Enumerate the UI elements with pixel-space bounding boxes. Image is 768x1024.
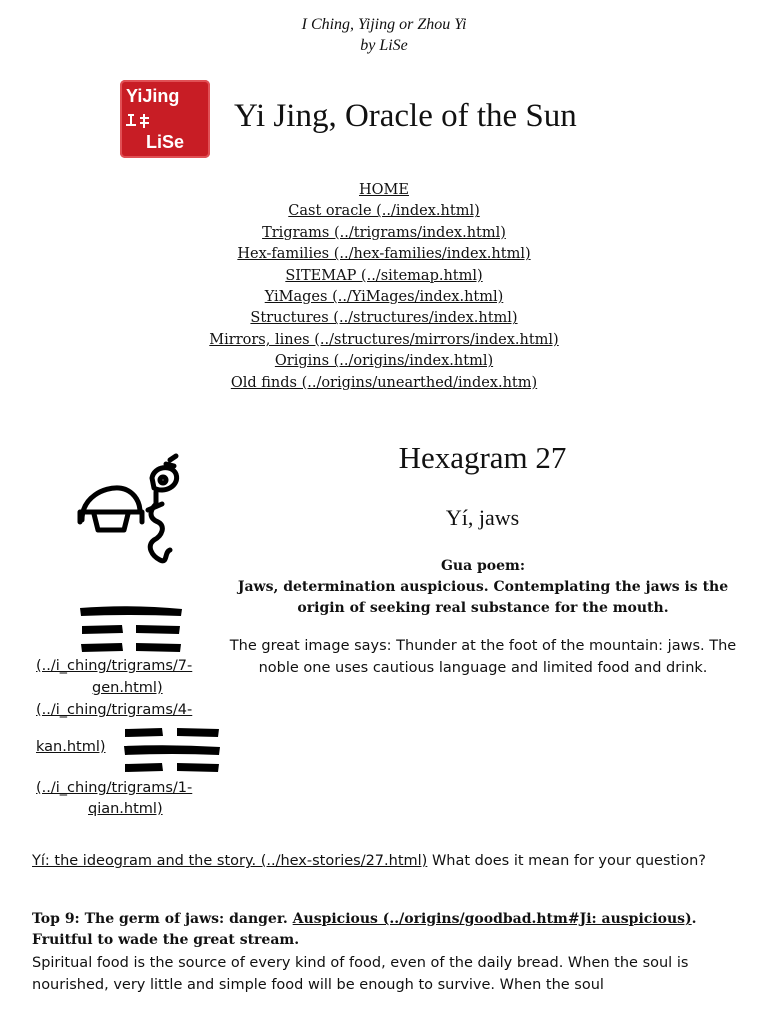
trigram-qian-link-1[interactable]: (../i_ching/trigrams/1- bbox=[36, 780, 193, 796]
logo-text-top: YiJing bbox=[126, 86, 180, 106]
yi-ideogram-icon bbox=[74, 452, 184, 577]
top9-line bbox=[32, 909, 742, 951]
nav-home[interactable]: HOME bbox=[359, 182, 409, 198]
nav-structures[interactable]: Structures (../structures/index.html) bbox=[250, 310, 518, 327]
nav-hex-families[interactable]: Hex-families (../hex-families/index.html) bbox=[237, 246, 531, 263]
trigram-gen-icon[interactable] bbox=[78, 604, 184, 656]
nav-mirrors-lines[interactable]: Mirrors, lines (../structures/mirrors/index.html) bbox=[209, 331, 559, 348]
page-header bbox=[0, 14, 768, 56]
trigram-gen-link-2[interactable]: gen.html) bbox=[92, 680, 163, 696]
top9-tail: . Fruitful to wade the great stream. bbox=[32, 911, 697, 948]
story-question-text: What does it mean for your question? bbox=[427, 853, 706, 869]
logo-chinese-glyph-icon bbox=[124, 112, 206, 130]
nav-sitemap[interactable]: SITEMAP (../sitemap.html) bbox=[285, 267, 483, 284]
nav-old-finds[interactable]: Old finds (../origins/unearthed/index.htm) bbox=[230, 374, 538, 391]
trigram-kan-link-2[interactable]: kan.html) bbox=[36, 739, 106, 755]
top9-comment: Spiritual food is the source of every kind of food, even of the daily bread. When the soul is nourished, very little and simple food will be enough to survive. When the soul bbox=[32, 955, 689, 993]
hex-story-link[interactable]: Yí: the ideogram and the story. (../hex-stories/27.html) bbox=[32, 853, 428, 869]
story-paragraph bbox=[32, 850, 742, 872]
auspicious-link[interactable]: Auspicious (../origins/goodbad.htm#Ji: auspicious) bbox=[292, 911, 692, 927]
trigram-qian-link-2[interactable]: qian.html) bbox=[88, 801, 163, 817]
header-line-2: by LiSe bbox=[360, 37, 408, 54]
logo-text-bottom: LiSe bbox=[146, 132, 185, 152]
gua-poem bbox=[226, 556, 740, 619]
gua-poem-label: Gua poem: bbox=[440, 558, 526, 574]
header-line-1: I Ching, Yijing or Zhou Yi bbox=[301, 16, 467, 33]
hexagram-subtitle: Yí, jaws bbox=[445, 505, 520, 530]
nav-yimages[interactable]: YiMages (../YiMages/index.html) bbox=[264, 289, 504, 306]
great-image-text: The great image says: Thunder at the foot of the mountain: jaws. The noble one uses cautious language and limited food and drink. bbox=[229, 638, 737, 676]
site-logo[interactable] bbox=[120, 80, 210, 158]
hexagram-title: Hexagram 27 bbox=[398, 440, 567, 475]
trigram-kan-icon[interactable] bbox=[122, 726, 222, 776]
trigram-gen-link-1[interactable]: (../i_ching/trigrams/7- bbox=[36, 658, 193, 674]
nav-cast-oracle[interactable]: Cast oracle (../index.html) bbox=[288, 203, 480, 220]
main-nav bbox=[0, 180, 768, 394]
nav-origins[interactable]: Origins (../origins/index.html) bbox=[274, 353, 494, 370]
site-title: Yi Jing, Oracle of the Sun bbox=[234, 98, 577, 134]
top9-lead: Top 9: The germ of jaws: danger. bbox=[32, 911, 293, 927]
nav-trigrams[interactable]: Trigrams (../trigrams/index.html) bbox=[262, 224, 506, 241]
gua-poem-text: Jaws, determination auspicious. Contemplating the jaws is the origin of seeking real substance for the mouth. bbox=[237, 579, 729, 616]
trigram-kan-link-1[interactable]: (../i_ching/trigrams/4- bbox=[36, 702, 193, 718]
